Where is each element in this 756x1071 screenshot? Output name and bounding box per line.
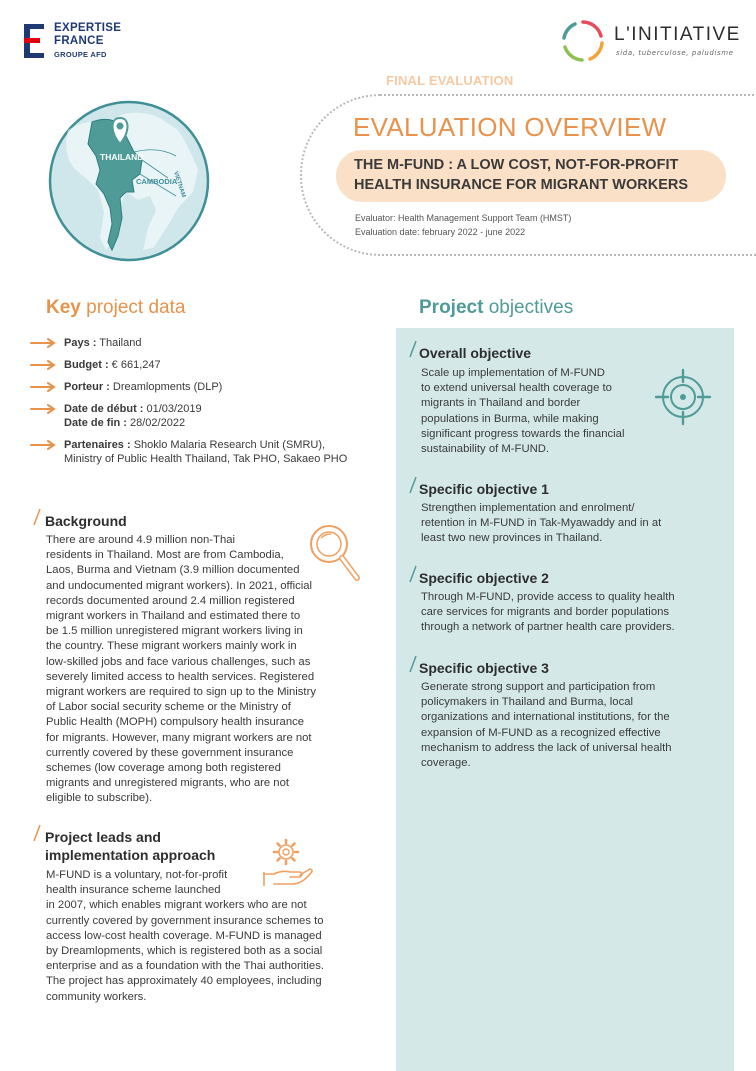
groupe-afd-label: GROUPE AFD xyxy=(54,50,107,59)
key-heading-bold: Key xyxy=(46,297,81,318)
background-line: of Labor social security scheme or the Ministry of xyxy=(46,701,291,714)
background-line: migrant workers in Thailand and estimated there to xyxy=(46,610,301,623)
background-line: low-skilled jobs and face various challenges, such as xyxy=(46,655,311,668)
specific-objective-3-text xyxy=(421,680,672,771)
overall-objective-line: Scale up implementation of M-FUND xyxy=(421,367,605,379)
date-fin-value: 28/02/2022 xyxy=(130,417,186,429)
pays-label: Pays : xyxy=(64,337,97,349)
specific-objective-3-line: organizations and international institutions, for the xyxy=(421,711,670,724)
approach-line: community workers. xyxy=(46,990,147,1003)
specific-objective-2-text xyxy=(421,590,675,636)
specific-objective-2-line: through a network of partner health care providers. xyxy=(421,621,675,634)
approach-title-line1: Project leads and xyxy=(45,829,161,845)
specific-objective-2-line: care services for migrants and border populations xyxy=(421,606,670,619)
background-line: eligible to subscribe). xyxy=(46,792,153,805)
background-line: records documented around 2.4 million registered xyxy=(46,594,295,607)
background-line: Public Health (MOPH) compulsory health insurance xyxy=(46,716,305,729)
background-line: schemes (low coverage among both registered xyxy=(46,762,281,775)
overall-objective-line: populations in Burma, while making xyxy=(421,412,599,425)
specific-objective-3-title: Specific objective 3 xyxy=(419,660,549,676)
date-debut-label: Date de début : xyxy=(64,403,144,415)
partenaires-value-line2: Ministry of Public Health Thailand, Tak PHO, Sakaeo PHO xyxy=(64,453,348,465)
objectives-heading-bold: Project xyxy=(419,297,484,318)
overall-objective-text xyxy=(421,366,624,457)
overall-objective-line: significant progress towards the financial xyxy=(421,427,625,440)
slash-icon xyxy=(408,340,418,358)
initiative-tagline: sida, tuberculose, paludisme xyxy=(616,49,734,57)
approach-line: in 2007, which enables migrant workers who are not xyxy=(46,899,307,912)
approach-line: health insurance scheme launched xyxy=(46,884,221,897)
arrow-icon xyxy=(30,338,56,348)
target-icon xyxy=(654,368,712,426)
objectives-heading-rest: objectives xyxy=(488,297,574,318)
background-line: the country. These migrant workers mainly work in xyxy=(46,640,297,653)
background-line: for migrants. However, many migrant workers are not xyxy=(46,731,312,744)
key-heading-rest: project data xyxy=(86,297,186,318)
budget-value: € 661,247 xyxy=(111,359,161,371)
arrow-icon xyxy=(30,382,56,392)
key-data-pays xyxy=(30,336,370,352)
approach-line: The project has approximately 40 employees, including xyxy=(46,975,322,988)
specific-objective-1-line: Strengthen implementation and enrolment/ xyxy=(421,502,635,514)
specific-objective-3-line: coverage. xyxy=(421,757,471,770)
key-project-data-heading xyxy=(46,297,185,319)
key-data-partenaires xyxy=(30,438,390,468)
background-line: Laos, Burma and Vietnam (3.9 million documented xyxy=(46,564,300,577)
background-line: migrant workers are required to sign up to the Ministry xyxy=(46,686,316,699)
key-data-dates xyxy=(30,402,370,432)
porteur-label: Porteur : xyxy=(64,381,110,393)
slash-icon xyxy=(32,824,42,842)
specific-objective-3-line: expansion of M-FUND as a recognized effective xyxy=(421,726,661,739)
globe-map xyxy=(48,100,210,262)
approach-title-line2: implementation approach xyxy=(45,847,216,863)
porteur-value: Dreamlopments (DLP) xyxy=(112,381,223,393)
approach-line: enterprise and as a foundation with the Thai authorities. xyxy=(46,960,324,973)
background-line: be 1.5 million unregistered migrant workers living in xyxy=(46,625,303,638)
expertise-france-logo xyxy=(24,22,164,62)
project-objectives-heading xyxy=(419,297,573,319)
specific-objective-2-line: Through M-FUND, provide access to quality health xyxy=(421,591,675,603)
final-evaluation-label: FINAL EVALUATION xyxy=(386,73,514,88)
specific-objective-2-title: Specific objective 2 xyxy=(419,570,549,586)
initiative-name: L'INITIATIVE xyxy=(614,24,741,45)
date-fin-label: Date de fin : xyxy=(64,417,127,429)
slash-icon xyxy=(408,565,418,583)
map-label-vietnam: VIETNAM xyxy=(172,170,187,199)
initiative-ring-icon xyxy=(560,18,606,64)
key-data-porteur xyxy=(30,380,370,396)
date-debut-value: 01/03/2019 xyxy=(146,403,202,415)
initiative-logo xyxy=(560,18,740,64)
partenaires-value-line1: Shoklo Malaria Research Unit (SMRU), xyxy=(133,439,326,451)
slash-icon xyxy=(408,476,418,494)
background-line: migrants and unregistered migrants, who are not xyxy=(46,777,290,790)
project-title-line2: HEALTH INSURANCE FOR MIGRANT WORKERS xyxy=(354,177,689,193)
map-label-cambodia: CAMBODIA xyxy=(136,177,178,186)
approach-title xyxy=(45,828,215,864)
key-data-budget xyxy=(30,358,370,374)
slash-icon xyxy=(32,508,42,526)
approach-line: by Dreamlopments, which is registered both as a social xyxy=(46,945,323,958)
project-title-pill xyxy=(336,150,726,202)
arrow-icon xyxy=(30,404,56,414)
overview-title: EVALUATION OVERVIEW xyxy=(353,112,667,142)
evaluation-date-text: Evaluation date: february 2022 - june 2022 xyxy=(355,227,526,237)
specific-objective-1-title: Specific objective 1 xyxy=(419,481,549,497)
approach-line: currently covered by government insurance schemes to xyxy=(46,914,324,927)
arrow-icon xyxy=(30,360,56,370)
map-label-thailand: THAILAND xyxy=(100,152,144,162)
evaluator-text: Evaluator: Health Management Support Team (HMST) xyxy=(355,213,572,223)
slash-icon xyxy=(408,655,418,673)
overall-objective-title: Overall objective xyxy=(419,345,532,361)
background-line: severely limited access to health services. Registered xyxy=(46,670,315,683)
france-label: FRANCE xyxy=(54,35,104,47)
approach-line: access low-cost health coverage. M-FUND is managed xyxy=(46,929,322,942)
overall-objective-line: to extend universal health coverage to xyxy=(421,382,612,395)
background-paragraph xyxy=(46,533,316,807)
specific-objective-3-line: policymakers in Thailand and Burma, local xyxy=(421,696,634,709)
specific-objective-3-line: mechanism to address the lack of universal health xyxy=(421,741,672,754)
background-line: residents in Thailand. Most are from Cambodia, xyxy=(46,549,284,562)
project-title-line1: THE M-FUND : A LOW COST, NOT-FOR-PROFIT xyxy=(354,157,679,173)
background-line: and undocumented migrant workers). In 2021, official xyxy=(46,579,313,592)
arrow-icon xyxy=(30,440,56,450)
background-title: Background xyxy=(45,513,127,529)
overall-objective-line: sustainability of M-FUND. xyxy=(421,443,550,456)
specific-objective-1-text xyxy=(421,501,661,547)
specific-objective-3-line: Generate strong support and participation from xyxy=(421,681,656,693)
background-line: There are around 4.9 million non-Thai xyxy=(46,534,236,546)
approach-paragraph xyxy=(46,868,324,1005)
specific-objective-1-line: least two new provinces in Thailand. xyxy=(421,532,603,545)
pays-value: Thailand xyxy=(99,337,142,349)
expertise-label: EXPERTISE xyxy=(54,22,122,34)
partenaires-label: Partenaires : xyxy=(64,439,131,451)
specific-objective-1-line: retention in M-FUND in Tak-Myawaddy and in at xyxy=(421,517,662,530)
overall-objective-line: migrants in Thailand and border xyxy=(421,397,581,410)
expertise-france-mark-icon xyxy=(24,24,44,58)
background-line: currently covered by these government insurance xyxy=(46,746,294,759)
budget-label: Budget : xyxy=(64,359,109,371)
approach-line: M-FUND is a voluntary, not-for-profit xyxy=(46,869,228,881)
